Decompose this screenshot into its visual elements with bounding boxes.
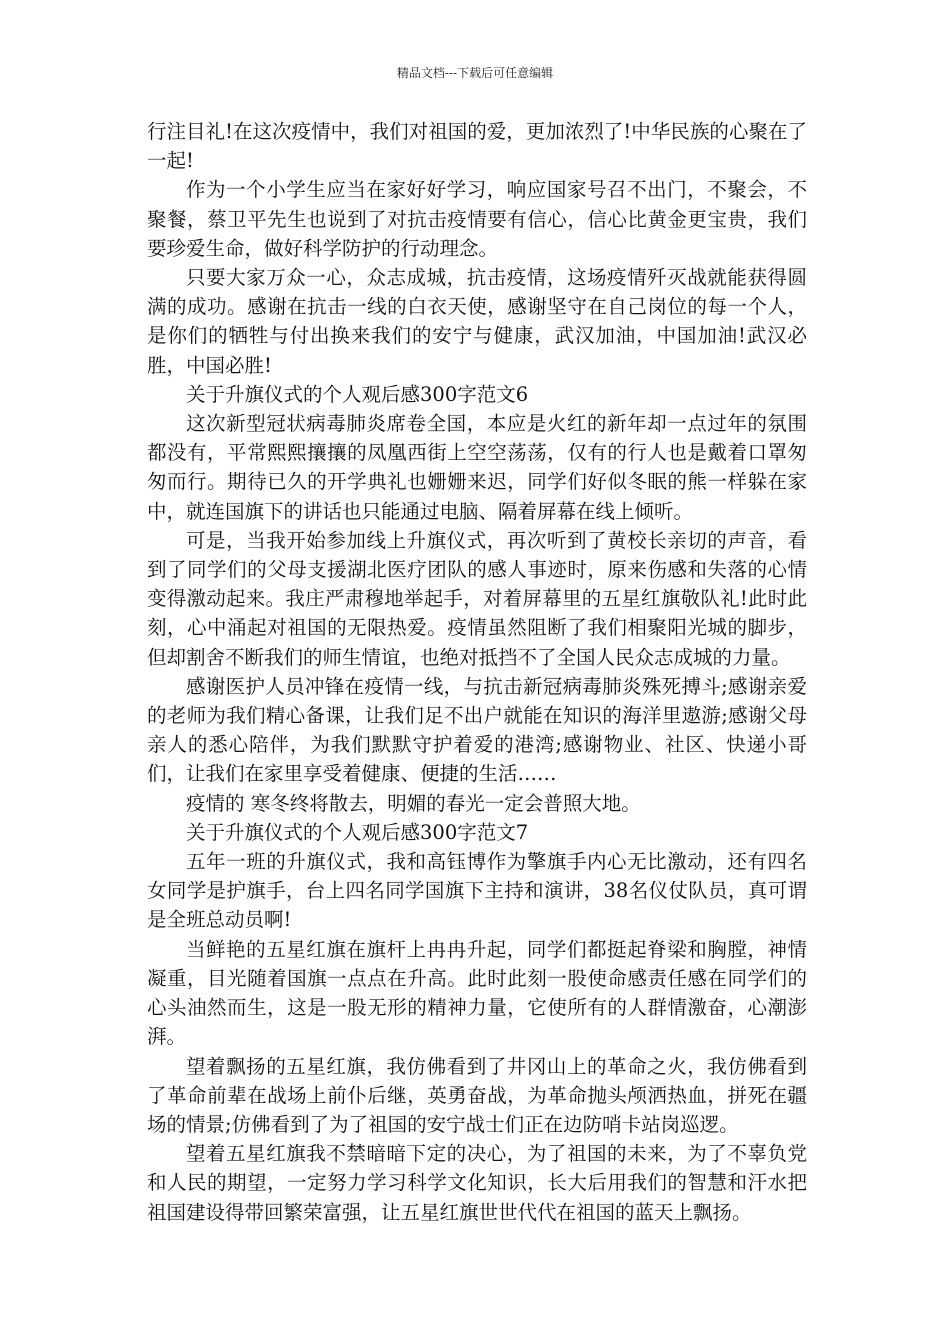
paragraph: 这次新型冠状病毒肺炎席卷全国，本应是火红的新年却一点过年的氛围都没有，平常熙熙攘攘的凤凰西街上空空荡荡，仅有的行人也是戴着口罩匆匆而行。期待已久的开学典礼也姗姗来迟，同学们好似冬眠的熊一样躲在家中，就连国旗下的讲话也只能通过电脑、隔着屏幕在线上倾听。 (147, 412, 807, 523)
paragraph: 疫情的 寒冬终将散去，明媚的春光一定会普照大地。 (186, 791, 641, 815)
paragraph: 行注目礼!在这次疫情中，我们对祖国的爱，更加浓烈了!中华民族的心聚在了一起! (147, 120, 807, 173)
paragraph: 当鲜艳的五星红旗在旗杆上冉冉升起，同学们都挺起脊梁和胸膛，神情凝重，目光随着国旗一点点在升高。此时此刻一股使命感责任感在同学们的心头油然而生，这是一股无形的精神力量，它使所有的人群情激奋，心潮澎湃。 (147, 937, 807, 1049)
paragraph: 望着飘扬的五星红旗，我仿佛看到了井冈山上的革命之火，我仿佛看到了革命前辈在战场上前仆后继，英勇奋战，为革命抛头颅洒热血，拼死在疆场的情景;仿佛看到了为了祖国的安宁战士们正在边防哨卡站岗巡逻。 (147, 1054, 807, 1136)
paragraph: 望着五星红旗我不禁暗暗下定的决心，为了祖国的未来，为了不辜负党和人民的期望，一定努力学习科学文化知识，长大后用我们的智慧和汗水把祖国建设得带回繁荣富强，让五星红旗世世代代在祖国的蓝天上飘扬。 (147, 1142, 807, 1224)
paragraph: 关于升旗仪式的个人观后感300字范文7 (186, 820, 529, 844)
paragraph: 只要大家万众一心，众志成城，抗击疫情，这场疫情歼灭战就能获得圆满的成功。感谢在抗击一线的白衣天使，感谢坚守在自己岗位的每一个人，是你们的牺牲与付出换来我们的安宁与健康，武汉加油，中国加油!武汉必胜，中国必胜! (147, 266, 807, 377)
document-body (147, 117, 807, 1227)
paragraph: 关于升旗仪式的个人观后感300字范文6 (186, 382, 529, 406)
paragraph: 可是，当我开始参加线上升旗仪式，再次听到了黄校长亲切的声音，看到了同学们的父母支援湖北医疗团队的感人事迹时，原来伤感和失落的心情变得激动起来。我庄严肃穆地举起手，对着屏幕里的五星红旗敬队礼!此时此刻，心中涌起对祖国的无限热爱。疫情虽然阻断了我们相聚阳光城的脚步，但却割舍不断我们的师生情谊，也绝对抵挡不了全国人民众志成城的力量。 (147, 528, 807, 669)
paragraph: 五年一班的升旗仪式，我和高钰博作为擎旗手内心无比激动，还有四名女同学是护旗手，台上四名同学国旗下主持和演讲，38名仪仗队员，真可谓是全班总动员啊! (147, 850, 807, 932)
page-header: 精品文档---下载后可任意编辑 (396, 66, 554, 80)
paragraph: 作为一个小学生应当在家好好学习，响应国家号召不出门，不聚会，不聚餐，蔡卫平先生也说到了对抗击疫情要有信心，信心比黄金更宝贵，我们要珍爱生命，做好科学防护的行动理念。 (147, 178, 807, 260)
paragraph: 感谢医护人员冲锋在疫情一线，与抗击新冠病毒肺炎殊死搏斗;感谢亲爱的老师为我们精心备课，让我们足不出户就能在知识的海洋里遨游;感谢父母亲人的悉心陪伴，为我们默默守护着爱的港湾;感谢物业、社区、快递小哥们，让我们在家里享受着健康、便捷的生活…… (147, 674, 807, 786)
